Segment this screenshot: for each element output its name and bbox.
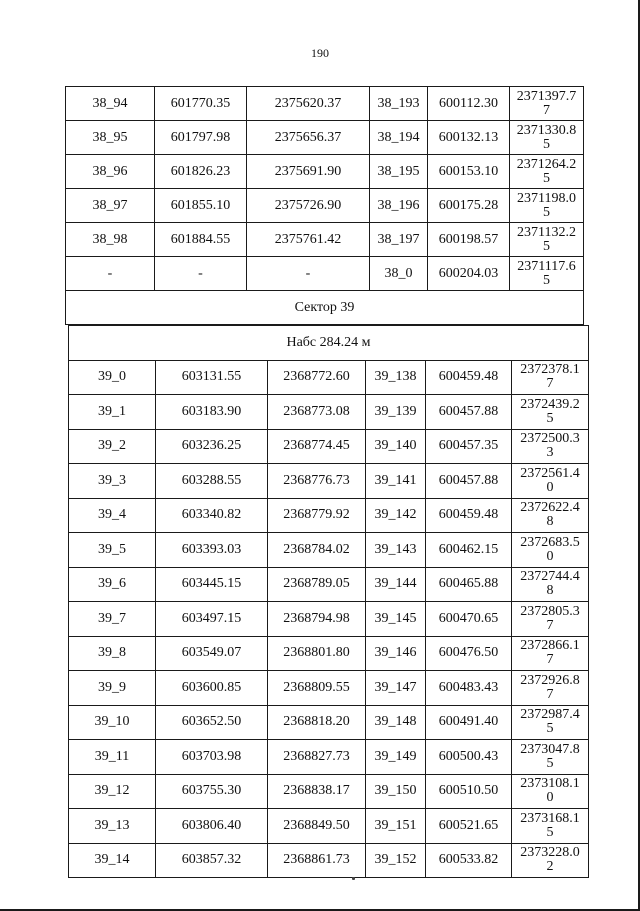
y-coordinate-2-part2: 5	[543, 272, 550, 288]
x-coordinate-cell: 603340.82	[156, 498, 268, 533]
y-coordinate-2-cell	[512, 774, 589, 809]
y-coordinate-2-cell	[512, 395, 589, 430]
y-coordinate-2-cell	[512, 429, 589, 464]
point-id-2-cell: 38_197	[370, 223, 428, 257]
y-coordinate-2-part1: 2371198.0	[517, 190, 576, 206]
y-coordinate-cell: 2375620.37	[247, 87, 370, 121]
y-coordinate-cell: 2368801.80	[268, 636, 366, 671]
y-coordinate-2-part2: 5	[543, 238, 550, 254]
x-coordinate-2-cell: 600533.82	[426, 843, 512, 878]
y-coordinate-2-part1: 2372561.4	[520, 465, 580, 481]
table-row	[69, 533, 589, 568]
coordinates-table-sector-38	[65, 86, 584, 325]
y-coordinate-cell: 2368861.73	[268, 843, 366, 878]
point-id-cell: 39_7	[69, 602, 156, 637]
point-id-cell: 39_6	[69, 567, 156, 602]
point-id-cell: 39_5	[69, 533, 156, 568]
y-coordinate-2-cell	[512, 464, 589, 499]
x-coordinate-2-cell: 600132.13	[428, 121, 510, 155]
point-id-2-cell: 38_196	[370, 189, 428, 223]
y-coordinate-cell: -	[247, 257, 370, 291]
x-coordinate-cell: 601770.35	[155, 87, 247, 121]
x-coordinate-cell: -	[155, 257, 247, 291]
y-coordinate-2-part1: 2371132.2	[517, 224, 576, 240]
x-coordinate-cell: 603288.55	[156, 464, 268, 499]
point-id-2-cell: 39_144	[366, 567, 426, 602]
y-coordinate-2-part2: 2	[546, 859, 554, 875]
y-coordinate-2-part2: 5	[543, 136, 550, 152]
y-coordinate-cell: 2368849.50	[268, 809, 366, 844]
y-coordinate-2-part1: 2372866.1	[520, 638, 580, 654]
y-coordinate-2-cell	[512, 533, 589, 568]
y-coordinate-2-part2: 7	[543, 102, 550, 118]
point-id-cell: 39_3	[69, 464, 156, 499]
x-coordinate-2-cell: 600459.48	[426, 360, 512, 395]
point-id-cell: 39_4	[69, 498, 156, 533]
table-row	[69, 705, 589, 740]
x-coordinate-2-cell: 600457.35	[426, 429, 512, 464]
y-coordinate-2-part2: 5	[543, 170, 550, 186]
y-coordinate-2-part1: 2371117.6	[517, 258, 576, 274]
y-coordinate-2-part2: 8	[546, 514, 554, 530]
x-coordinate-cell: 603600.85	[156, 671, 268, 706]
x-coordinate-cell: 603549.07	[156, 636, 268, 671]
y-coordinate-cell: 2368779.92	[268, 498, 366, 533]
point-id-cell: 39_9	[69, 671, 156, 706]
x-coordinate-2-cell: 600462.15	[426, 533, 512, 568]
table-row	[69, 395, 589, 430]
point-id-2-cell: 39_150	[366, 774, 426, 809]
x-coordinate-2-cell: 600510.50	[426, 774, 512, 809]
y-coordinate-cell: 2368772.60	[268, 360, 366, 395]
y-coordinate-2-part2: 5	[543, 204, 550, 220]
point-id-2-cell: 39_145	[366, 602, 426, 637]
x-coordinate-cell: 603131.55	[156, 360, 268, 395]
y-coordinate-2-part2: 5	[546, 721, 554, 737]
y-coordinate-2-part2: 5	[546, 824, 554, 840]
x-coordinate-2-cell: 600521.65	[426, 809, 512, 844]
point-id-2-cell: 39_142	[366, 498, 426, 533]
y-coordinate-2-part2: 7	[546, 376, 554, 392]
x-coordinate-2-cell: 600198.57	[428, 223, 510, 257]
x-coordinate-cell: 603857.32	[156, 843, 268, 878]
y-coordinate-2-part1: 2372500.3	[520, 431, 580, 447]
y-coordinate-cell: 2375726.90	[247, 189, 370, 223]
y-coordinate-2-part2: 0	[546, 479, 554, 495]
y-coordinate-cell: 2368827.73	[268, 740, 366, 775]
y-coordinate-2-part2: 7	[546, 686, 554, 702]
point-id-2-cell: 39_140	[366, 429, 426, 464]
table-row	[69, 602, 589, 637]
point-id-cell: 39_13	[69, 809, 156, 844]
y-coordinate-cell: 2375761.42	[247, 223, 370, 257]
y-coordinate-2-part1: 2372987.4	[520, 707, 580, 723]
x-coordinate-cell: 601826.23	[155, 155, 247, 189]
point-id-cell: 39_8	[69, 636, 156, 671]
y-coordinate-cell: 2375656.37	[247, 121, 370, 155]
table-row	[69, 464, 589, 499]
x-coordinate-cell: 603445.15	[156, 567, 268, 602]
point-id-cell: 38_97	[66, 189, 155, 223]
point-id-cell: 39_2	[69, 429, 156, 464]
table-row	[69, 671, 589, 706]
point-id-2-cell: 39_138	[366, 360, 426, 395]
point-id-2-cell: 39_146	[366, 636, 426, 671]
x-coordinate-2-cell: 600470.65	[426, 602, 512, 637]
point-id-cell: 39_12	[69, 774, 156, 809]
y-coordinate-2-part1: 2372805.3	[520, 603, 580, 619]
x-coordinate-cell: 603806.40	[156, 809, 268, 844]
table-row	[66, 121, 584, 155]
sector-title: Сектор 39	[66, 291, 584, 325]
y-coordinate-2-part1: 2372926.8	[520, 672, 580, 688]
y-coordinate-2-part2: 7	[546, 617, 554, 633]
x-coordinate-2-cell: 600175.28	[428, 189, 510, 223]
y-coordinate-cell: 2368773.08	[268, 395, 366, 430]
x-coordinate-cell: 601855.10	[155, 189, 247, 223]
point-id-2-cell: 39_152	[366, 843, 426, 878]
y-coordinate-2-cell	[512, 671, 589, 706]
sector-height: Набс 284.24 м	[69, 326, 589, 361]
x-coordinate-2-cell: 600491.40	[426, 705, 512, 740]
table-row	[69, 740, 589, 775]
y-coordinate-2-part2: 7	[546, 652, 554, 668]
y-coordinate-2-part1: 2373047.8	[520, 741, 580, 757]
y-coordinate-2-cell	[510, 121, 584, 155]
point-id-2-cell: 39_143	[366, 533, 426, 568]
y-coordinate-2-part2: 5	[546, 755, 554, 771]
y-coordinate-2-part1: 2371264.2	[516, 156, 577, 172]
x-coordinate-2-cell: 600483.43	[426, 671, 512, 706]
point-id-2-cell: 38_194	[370, 121, 428, 155]
point-id-cell: -	[66, 257, 155, 291]
y-coordinate-cell: 2368794.98	[268, 602, 366, 637]
y-coordinate-2-part2: 0	[546, 790, 554, 806]
page-number: 190	[311, 46, 329, 60]
x-coordinate-2-cell: 600465.88	[426, 567, 512, 602]
y-coordinate-2-part1: 2373108.1	[520, 776, 580, 792]
x-coordinate-2-cell: 600153.10	[428, 155, 510, 189]
x-coordinate-cell: 603755.30	[156, 774, 268, 809]
y-coordinate-2-part1: 2371397.7	[516, 88, 577, 104]
y-coordinate-2-cell	[510, 155, 584, 189]
y-coordinate-2-cell	[512, 360, 589, 395]
table-row	[66, 87, 584, 121]
x-coordinate-2-cell: 600476.50	[426, 636, 512, 671]
point-id-2-cell: 39_147	[366, 671, 426, 706]
y-coordinate-cell: 2368818.20	[268, 705, 366, 740]
point-id-2-cell: 39_148	[366, 705, 426, 740]
x-coordinate-2-cell: 600112.30	[428, 87, 510, 121]
point-id-2-cell: 38_195	[370, 155, 428, 189]
table-row	[69, 429, 589, 464]
x-coordinate-cell: 603183.90	[156, 395, 268, 430]
x-coordinate-2-cell: 600204.03	[428, 257, 510, 291]
point-id-cell: 39_0	[69, 360, 156, 395]
table-row	[69, 774, 589, 809]
point-id-cell: 38_94	[66, 87, 155, 121]
y-coordinate-2-cell	[512, 602, 589, 637]
y-coordinate-2-part2: 3	[546, 445, 554, 461]
point-id-cell: 39_11	[69, 740, 156, 775]
point-id-2-cell: 38_193	[370, 87, 428, 121]
x-coordinate-cell: 603703.98	[156, 740, 268, 775]
y-coordinate-2-cell	[512, 498, 589, 533]
y-coordinate-2-cell	[512, 809, 589, 844]
y-coordinate-2-part2: 0	[546, 548, 554, 564]
table-row	[69, 636, 589, 671]
point-id-2-cell: 39_139	[366, 395, 426, 430]
table-row	[69, 567, 589, 602]
y-coordinate-2-part1: 2373228.0	[520, 845, 580, 861]
y-coordinate-2-part1: 2372439.2	[520, 396, 580, 412]
x-coordinate-cell: 601884.55	[155, 223, 247, 257]
y-coordinate-cell: 2368776.73	[268, 464, 366, 499]
y-coordinate-2-cell	[510, 87, 584, 121]
y-coordinate-2-part1: 2371330.8	[516, 122, 577, 138]
table-row	[69, 498, 589, 533]
y-coordinate-2-cell	[512, 636, 589, 671]
coordinates-table-sector-39	[68, 325, 589, 878]
point-id-cell: 39_10	[69, 705, 156, 740]
table-row	[66, 223, 584, 257]
scan-speck	[352, 877, 355, 880]
y-coordinate-cell: 2368809.55	[268, 671, 366, 706]
y-coordinate-cell: 2375691.90	[247, 155, 370, 189]
y-coordinate-2-part1: 2373168.1	[520, 810, 580, 826]
table-row	[66, 257, 584, 291]
y-coordinate-2-part2: 5	[546, 410, 554, 426]
y-coordinate-2-cell	[512, 740, 589, 775]
table-row	[69, 360, 589, 395]
y-coordinate-cell: 2368784.02	[268, 533, 366, 568]
x-coordinate-2-cell: 600459.48	[426, 498, 512, 533]
table-row	[69, 809, 589, 844]
x-coordinate-2-cell: 600457.88	[426, 464, 512, 499]
x-coordinate-2-cell: 600457.88	[426, 395, 512, 430]
x-coordinate-cell: 603497.15	[156, 602, 268, 637]
y-coordinate-2-cell	[510, 189, 584, 223]
table-row	[66, 155, 584, 189]
y-coordinate-2-cell	[512, 705, 589, 740]
y-coordinate-2-part2: 8	[546, 583, 554, 599]
y-coordinate-2-part1: 2372378.1	[520, 362, 580, 378]
point-id-2-cell: 39_141	[366, 464, 426, 499]
y-coordinate-cell: 2368838.17	[268, 774, 366, 809]
point-id-2-cell: 38_0	[370, 257, 428, 291]
y-coordinate-cell: 2368774.45	[268, 429, 366, 464]
point-id-cell: 38_96	[66, 155, 155, 189]
point-id-cell: 38_95	[66, 121, 155, 155]
y-coordinate-2-cell	[512, 567, 589, 602]
y-coordinate-2-part1: 2372744.4	[520, 569, 580, 585]
point-id-cell: 38_98	[66, 223, 155, 257]
y-coordinate-2-part1: 2372683.5	[520, 534, 580, 550]
y-coordinate-2-cell	[512, 843, 589, 878]
x-coordinate-2-cell: 600500.43	[426, 740, 512, 775]
point-id-cell: 39_1	[69, 395, 156, 430]
table-row	[66, 189, 584, 223]
x-coordinate-cell: 603393.03	[156, 533, 268, 568]
x-coordinate-cell: 603652.50	[156, 705, 268, 740]
y-coordinate-2-part1: 2372622.4	[520, 500, 580, 516]
y-coordinate-2-cell	[510, 223, 584, 257]
y-coordinate-cell: 2368789.05	[268, 567, 366, 602]
point-id-cell: 39_14	[69, 843, 156, 878]
table-row	[69, 843, 589, 878]
point-id-2-cell: 39_151	[366, 809, 426, 844]
x-coordinate-cell: 601797.98	[155, 121, 247, 155]
point-id-2-cell: 39_149	[366, 740, 426, 775]
y-coordinate-2-cell	[510, 257, 584, 291]
x-coordinate-cell: 603236.25	[156, 429, 268, 464]
